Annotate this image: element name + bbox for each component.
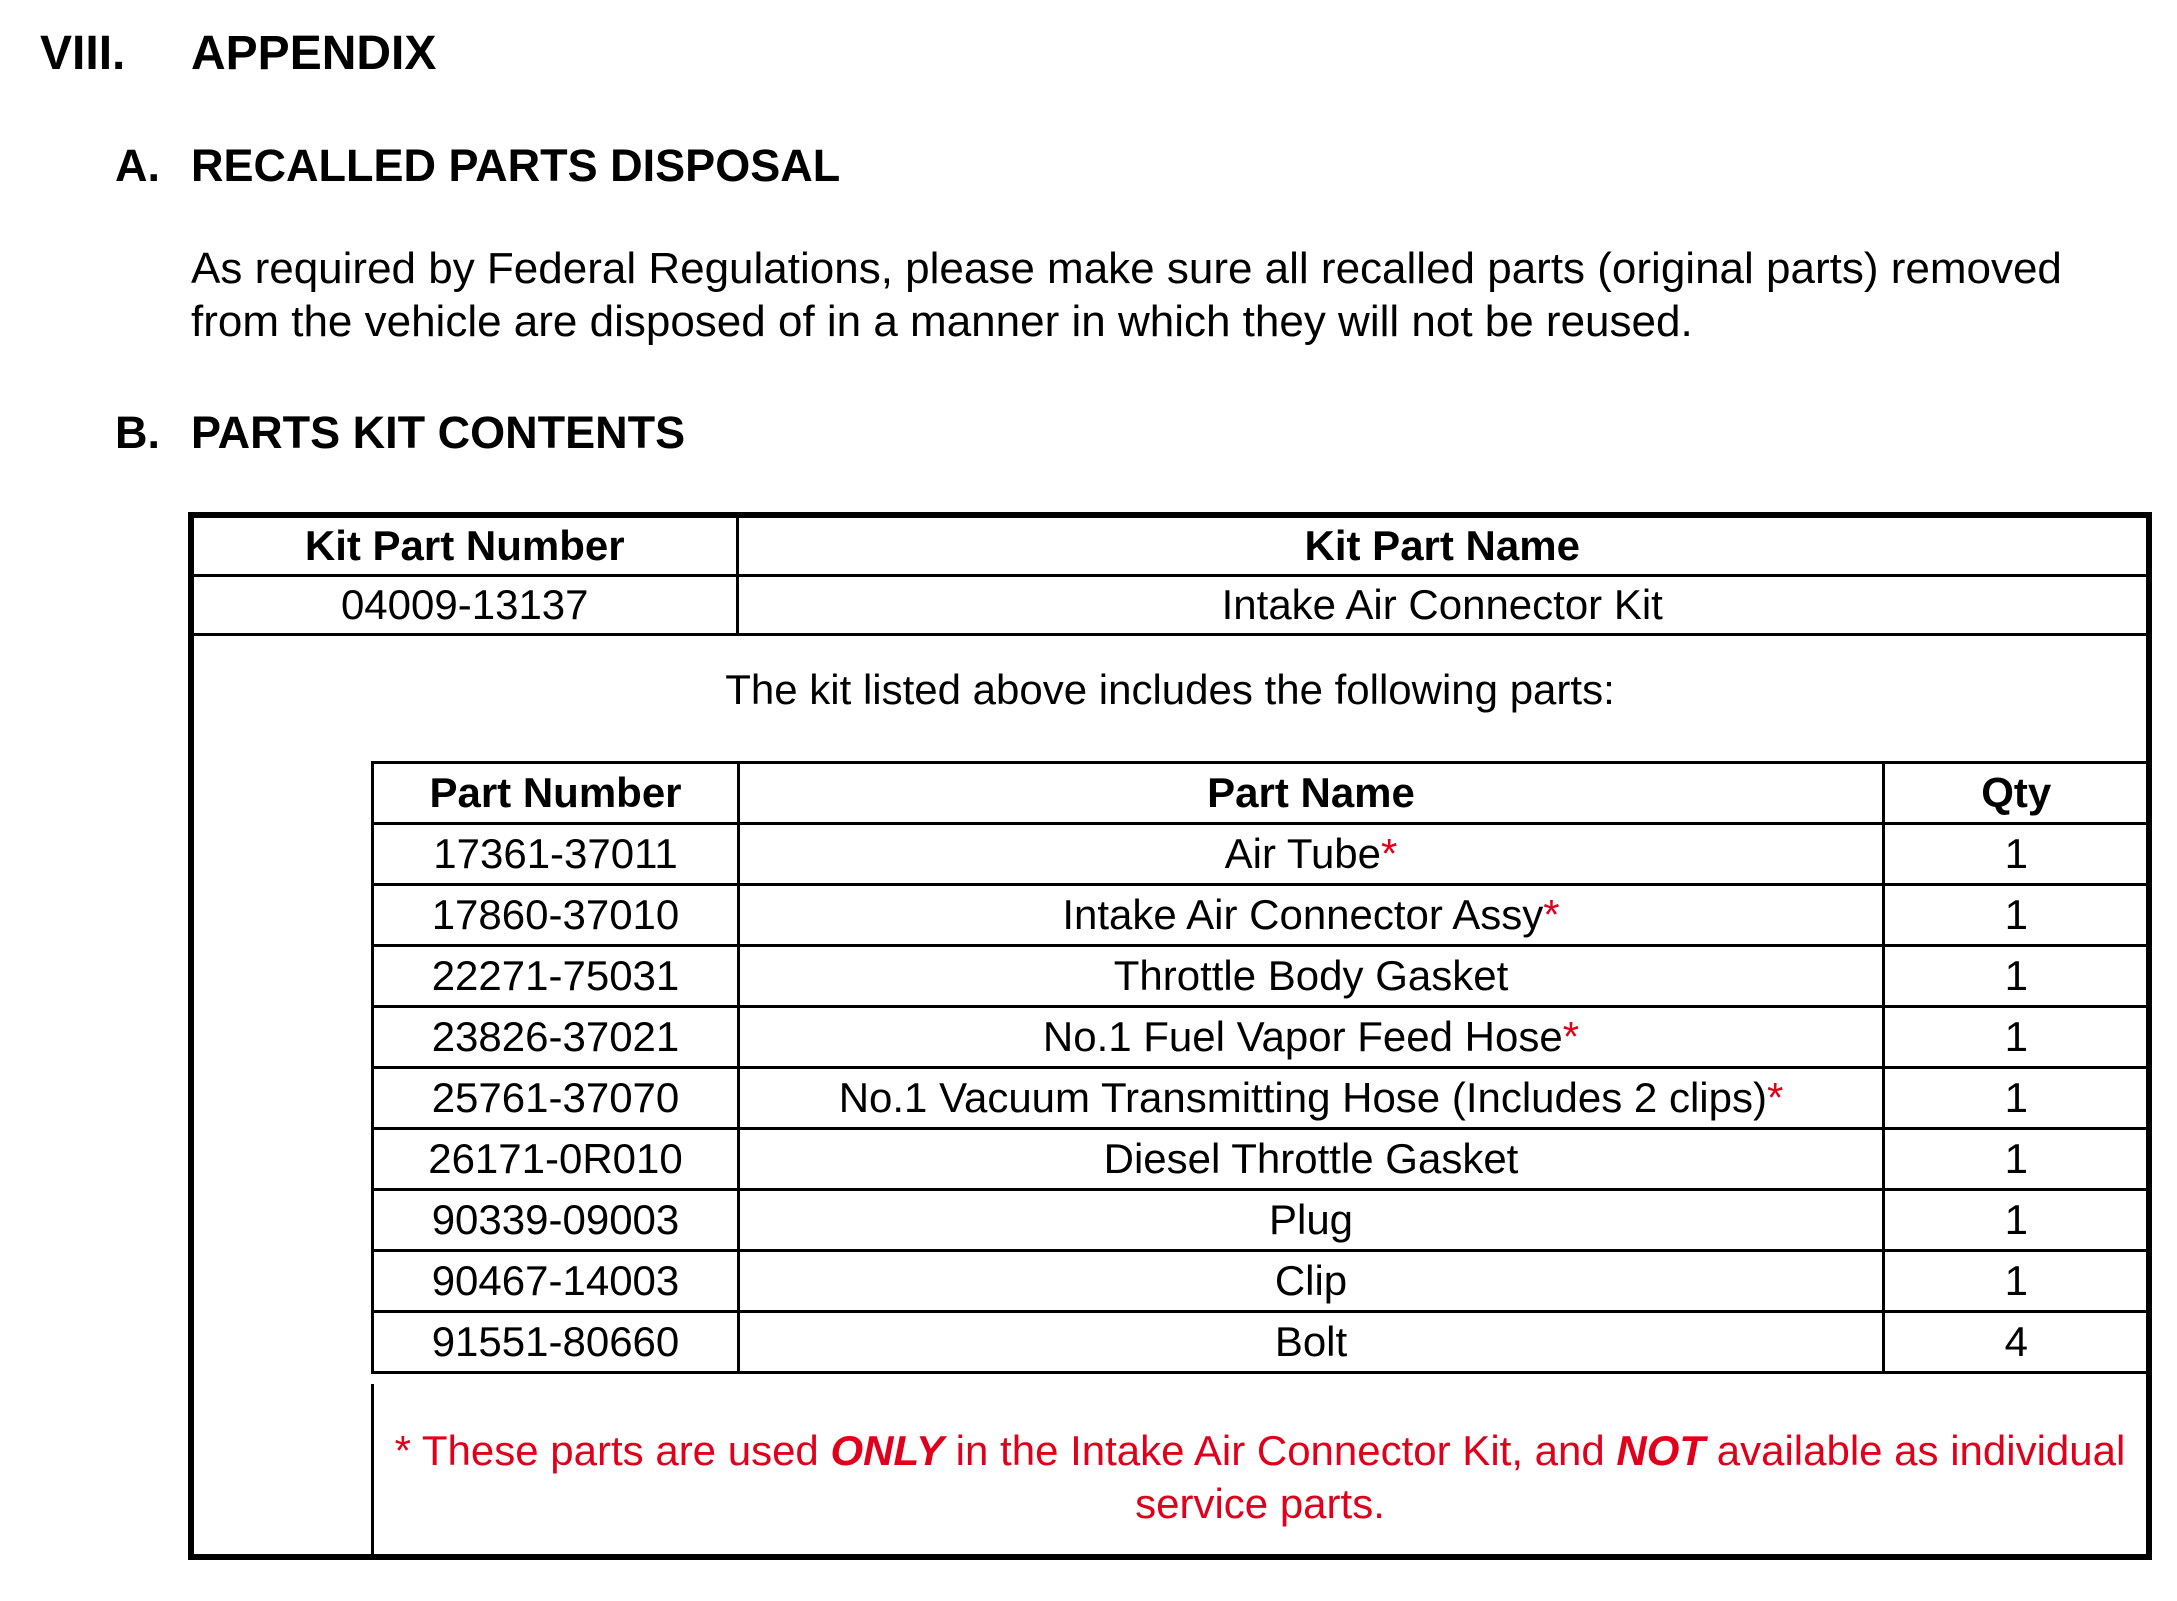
part-number-cell: 26171-0R010: [373, 1129, 739, 1190]
subsection-b-title: PARTS KIT CONTENTS: [191, 407, 686, 458]
includes-text: The kit listed above includes the following parts:: [725, 666, 1615, 713]
note-text-1: * These parts are used: [394, 1427, 831, 1474]
kit-part-number-header: Kit Part Number: [194, 518, 737, 576]
part-number-cell: 17860-37010: [373, 885, 739, 946]
qty-cell: 1: [1884, 824, 2148, 885]
note-cell: [371, 1384, 2146, 1554]
table-row: [373, 885, 2148, 946]
parts-kit-frame: [188, 512, 2152, 1560]
qty-cell: 4: [1884, 1312, 2148, 1373]
exclusive-part-marker: *: [1543, 891, 1560, 938]
part-name-cell: [739, 1007, 1884, 1068]
note-emphasis-not: NOT: [1616, 1427, 1706, 1474]
part-number-cell: 90467-14003: [373, 1251, 739, 1312]
part-name-cell: [739, 1068, 1884, 1129]
part-number-cell: 91551-80660: [373, 1312, 739, 1373]
table-row: [373, 946, 2148, 1007]
table-row: [373, 1251, 2148, 1312]
part-name-text: Throttle Body Gasket: [1113, 952, 1509, 999]
table-row: [373, 1129, 2148, 1190]
note-text-3: available as individual service parts.: [1135, 1427, 2126, 1527]
qty-cell: 1: [1884, 1007, 2148, 1068]
part-name-text: Intake Air Connector Assy: [1062, 891, 1544, 938]
part-name-text: Plug: [1268, 1196, 1354, 1243]
qty-cell: 1: [1884, 946, 2148, 1007]
part-name-cell: [739, 1251, 1884, 1312]
subsection-a-title: RECALLED PARTS DISPOSAL: [191, 140, 841, 191]
exclusive-parts-note: [384, 1424, 2136, 1530]
section-number: VIII.: [40, 27, 126, 80]
exclusive-part-marker: *: [1381, 830, 1398, 877]
note-text-2: in the Intake Air Connector Kit, and: [944, 1427, 1617, 1474]
exclusive-part-marker: *: [1766, 1074, 1784, 1121]
part-name-cell: [739, 946, 1884, 1007]
part-name-text: No.1 Vacuum Transmitting Hose (Includes 2 clips): [838, 1074, 1767, 1121]
kit-part-name: Intake Air Connector Kit: [737, 576, 2146, 635]
section-title: APPENDIX: [191, 27, 437, 80]
table-row: [373, 824, 2148, 885]
exclusive-part-marker: *: [1562, 1013, 1580, 1060]
part-number-cell: 22271-75031: [373, 946, 739, 1007]
part-number-cell: 17361-37011: [373, 824, 739, 885]
part-name-text: No.1 Fuel Vapor Feed Hose: [1042, 1013, 1563, 1060]
qty-cell: 1: [1884, 1190, 2148, 1251]
kit-part-name-header: Kit Part Name: [737, 518, 2146, 576]
part-number-cell: 90339-09003: [373, 1190, 739, 1251]
part-name-header: Part Name: [739, 763, 1884, 824]
part-name-cell: [739, 1190, 1884, 1251]
part-number-cell: 23826-37021: [373, 1007, 739, 1068]
kit-part-number: 04009-13137: [194, 576, 737, 635]
table-row: [373, 1007, 2148, 1068]
table-row: [373, 1312, 2148, 1373]
qty-cell: 1: [1884, 1068, 2148, 1129]
qty-cell: 1: [1884, 885, 2148, 946]
qty-cell: 1: [1884, 1251, 2148, 1312]
table-row: [373, 1068, 2148, 1129]
part-name-text: Bolt: [1274, 1318, 1348, 1365]
part-name-cell: [739, 824, 1884, 885]
note-emphasis-only: ONLY: [830, 1427, 945, 1474]
part-name-cell: [739, 1312, 1884, 1373]
disposal-paragraph: As required by Federal Regulations, please make sure all recalled parts (original parts) removed from the vehicle are disposed of in a manner in which they will not be reused.: [191, 244, 2062, 346]
qty-cell: 1: [1884, 1129, 2148, 1190]
subsection-b-letter: B.: [115, 407, 160, 458]
part-number-cell: 25761-37070: [373, 1068, 739, 1129]
parts-table: [371, 761, 2148, 1374]
qty-header: Qty: [1884, 763, 2148, 824]
part-number-header: Part Number: [373, 763, 739, 824]
part-name-text: Diesel Throttle Gasket: [1103, 1135, 1519, 1182]
part-name-text: Air Tube: [1224, 830, 1382, 877]
subsection-a-letter: A.: [115, 140, 160, 191]
part-name-cell: [739, 885, 1884, 946]
kit-table: [194, 518, 2146, 636]
table-row: [373, 1190, 2148, 1251]
part-name-text: Clip: [1274, 1257, 1348, 1304]
part-name-cell: [739, 1129, 1884, 1190]
